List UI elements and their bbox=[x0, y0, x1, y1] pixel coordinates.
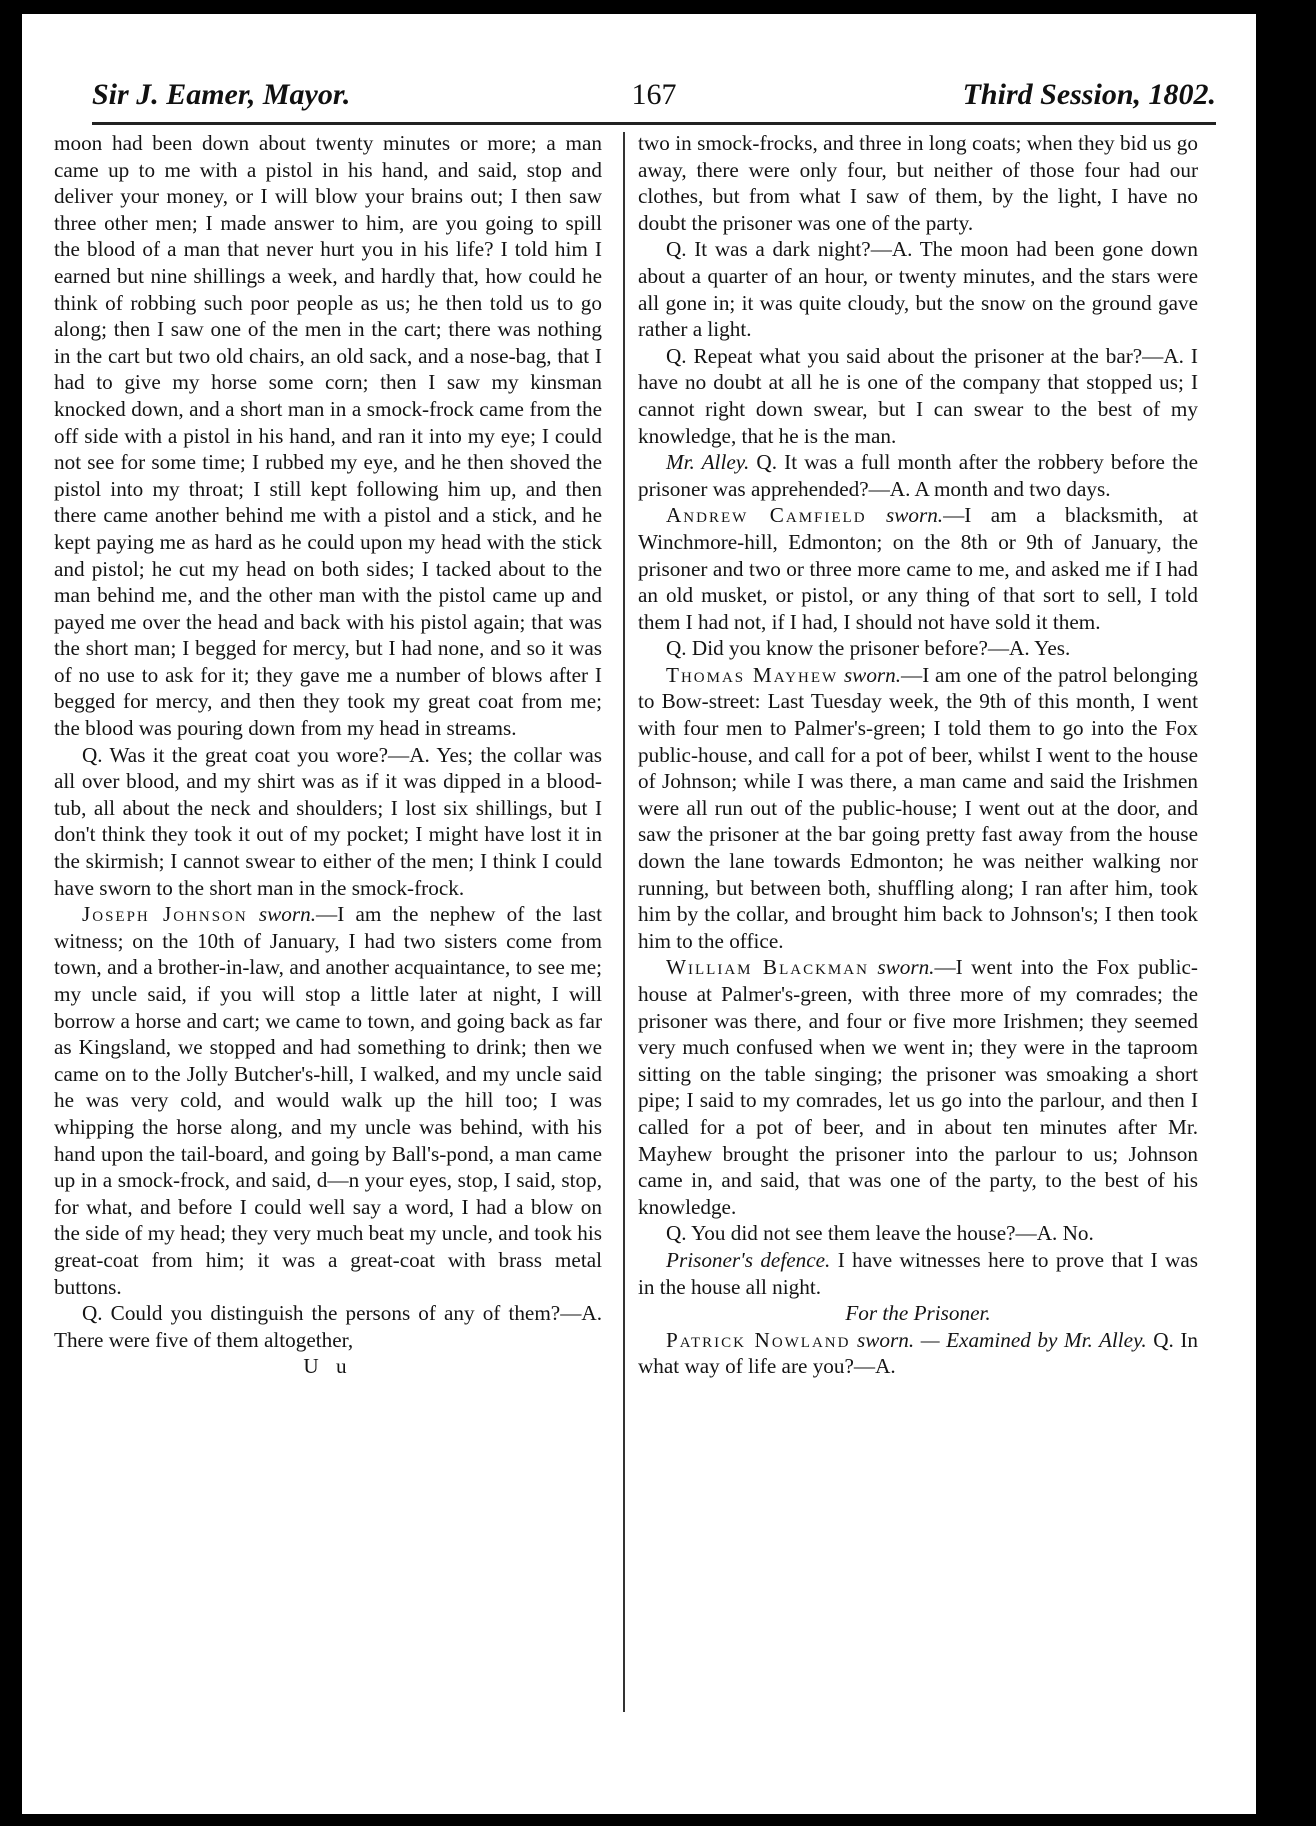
witness-name: William Blackman bbox=[666, 955, 869, 980]
cross-examination bbox=[638, 449, 1198, 502]
question-answer-paragraph: Q. You did not see them leave the house?—A. No. bbox=[666, 1221, 1094, 1246]
page-header bbox=[92, 76, 1216, 125]
witness-testimony bbox=[638, 1327, 1198, 1380]
sworn-label: sworn. bbox=[877, 955, 935, 980]
examined-by-label: — Examined by Mr. Alley. bbox=[920, 1327, 1147, 1352]
running-head-mayor: Sir J. Eamer, Mayor. bbox=[92, 78, 351, 111]
question-answer-paragraph: Q. Did you know the prisoner before?—A. Yes. bbox=[666, 636, 1071, 661]
defence-label: Prisoner's defence. bbox=[666, 1247, 831, 1272]
prisoner-defence bbox=[638, 1247, 1198, 1300]
witness-name: Andrew Camfield bbox=[666, 503, 867, 528]
witness-testimony bbox=[54, 901, 602, 1300]
witness-testimony bbox=[638, 662, 1198, 955]
testimony-paragraph: two in smock-frocks, and three in long coats; when they bid us go away, there were only four, but neither of those four had our clothes, but from what I saw of them, by the light, I have no doubt the prisoner was one of the party. bbox=[638, 131, 1198, 235]
testimony-text: —I am one of the patrol belonging to Bow-street: Last Tuesday week, the 9th of this month, I went with four men to Palmer's-green; I told them to go into the Fox public-house, and call for a pot of beer, whilst I went to the house of Johnson; while I was there, a man came and said the Irishmen were all run out of the public-house; I went out at the door, and saw the prisoner at the bar going pretty fast away from the house down the lane towards Edmonton; he was neither walking nor running, but between both, shuffling along; I ran after him, took him by the collar, and brought him back to Johnson's; I then took him to the office. bbox=[638, 662, 1199, 953]
defence-text: I have witnesses here to prove that I was in the house all night. bbox=[638, 1247, 1199, 1299]
sworn-label: sworn. bbox=[857, 1327, 915, 1352]
testimony-text: —I am a blacksmith, at Winchmore-hill, Edmonton; on the 8th or 9th of January, the prisoner and two or three more came to me, and asked me if I had an old musket, or pistol, or any thing of that sort to sell, I told them I had not, if I had, I should not have sold it them. bbox=[638, 503, 1199, 634]
question-answer-paragraph: Q. It was a dark night?—A. The moon had been gone down about a quarter of an hour, or twenty minutes, and the stars were all gone in; it was quite cloudy, but the snow on the ground gave rather a light. bbox=[638, 237, 1198, 342]
right-column bbox=[638, 130, 1198, 1380]
sworn-label: sworn. bbox=[886, 503, 944, 528]
testimony-text: —I am the nephew of the last witness; on the 10th of January, I had two sisters come from town, and a brother-in-law, and another acquaintance, to see me; my uncle said, if you will stop a little later at night, I will borrow a horse and cart; we came to town, and going back as far as Kingsland, we stopped and had something to drink; then we came on to the Jolly Butcher's-hill, I walked, and my uncle said he was very cold, and would walk up the hill too; I was whipping the horse along, and my uncle was behind, with his hand upon the tail-board, and going by Ball's-pond, a man came up in a smock-frock, and said, d—n your eyes, stop, I said, stop, for what, and before I could well say a word, I had a blow on the side of my head; they very much beat my uncle, and took his great-coat from him; it was a great-coat with brass metal buttons. bbox=[54, 902, 603, 1299]
witness-testimony bbox=[638, 954, 1198, 1220]
page-number: 167 bbox=[631, 78, 677, 111]
sworn-label: sworn. bbox=[843, 662, 902, 687]
document-page bbox=[22, 14, 1256, 1814]
counsel-name: Mr. Alley. bbox=[666, 450, 750, 475]
question-answer-paragraph: Q. Could you distinguish the persons of any of them?—A. There were five of them altogether, bbox=[54, 1301, 602, 1352]
catchword-signature: U u bbox=[303, 1354, 353, 1379]
testimony-text: Q. In what way of life are you?—A. bbox=[638, 1327, 1198, 1379]
witness-name: Joseph Johnson bbox=[82, 902, 248, 927]
left-column bbox=[54, 130, 602, 1380]
column-divider bbox=[623, 132, 625, 1712]
witness-name: Thomas Mayhew bbox=[666, 662, 839, 687]
question-answer-paragraph: Q. Was it the great coat you wore?—A. Yes; the collar was all over blood, and my shirt was as if it was dipped in a blood-tub, all about the neck and shoulders; I lost six shillings, but I don't think they took it out of my pocket; I might have lost it in the skirmish; I cannot swear to either of the men; I think I could have sworn to the short man in the smock-frock. bbox=[54, 742, 602, 900]
testimony-text: Q. It was a full month after the robbery before the prisoner was apprehended?—A. A month and two days. bbox=[638, 450, 1198, 501]
testimony-text: —I went into the Fox public-house at Palmer's-green, with three more of my comrades; the prisoner was there, and four or five more Irishmen; they seemed very much confused when we went in; they were in the taproom sitting on the table singing; the prisoner was smoaking a short pipe; I said to my comrades, let us go into the parlour, and then I called for a pot of beer, and in about ten minutes after Mr. Mayhew brought the prisoner into the parlour to us; Johnson came in, and said, that was one of the party, to the best of his knowledge. bbox=[638, 955, 1198, 1219]
witness-testimony bbox=[638, 502, 1198, 635]
sworn-label: sworn. bbox=[258, 902, 317, 927]
witness-name: Patrick Nowland bbox=[666, 1327, 851, 1352]
running-head-session: Third Session, 1802. bbox=[962, 78, 1216, 111]
section-heading: For the Prisoner. bbox=[845, 1301, 991, 1326]
question-answer-paragraph: Q. Repeat what you said about the prisoner at the bar?—A. I have no doubt at all he is one of the company that stopped us; I cannot right down swear, but I can swear to the best of my knowledge, that he is the man. bbox=[638, 343, 1198, 448]
testimony-paragraph: moon had been down about twenty minutes or more; a man came up to me with a pistol in his hand, and said, stop and deliver your money, or I will blow your brains out; I then saw three other men; I made answer to him, are you going to spill the blood of a man that never hurt you in his life? I told him I earned but nine shillings a week, and hardly that, how could he think of robbing such poor people as us; he then told us to go along; then I saw one of the men in the cart; there was nothing in the cart but two old chairs, an old sack, and a nose-bag, that I had to give my horse some corn; then I saw my kinsman knocked down, and a short man in a smock-frock came from the off side with a pistol in his hand, and ran it into my eye; I could not see for some time; I rubbed my eye, and he then shoved the pistol into my throat; I still kept following him up, and then there came another behind me with a pistol and a stick, and he kept paying me as hard as he could upon my head with the stick and pistol; he cut my head on both sides; I tacked about to the man behind me, and the other man with the pistol came up and payed me over the head and back with his pistol again; that was the short man; I begged for mercy, but I had none, and so it was of no use to ask for it; they gave me a number of blows after I begged for mercy, and then they took my great coat from me; the blood was pouring down from my head in streams. bbox=[54, 131, 602, 741]
